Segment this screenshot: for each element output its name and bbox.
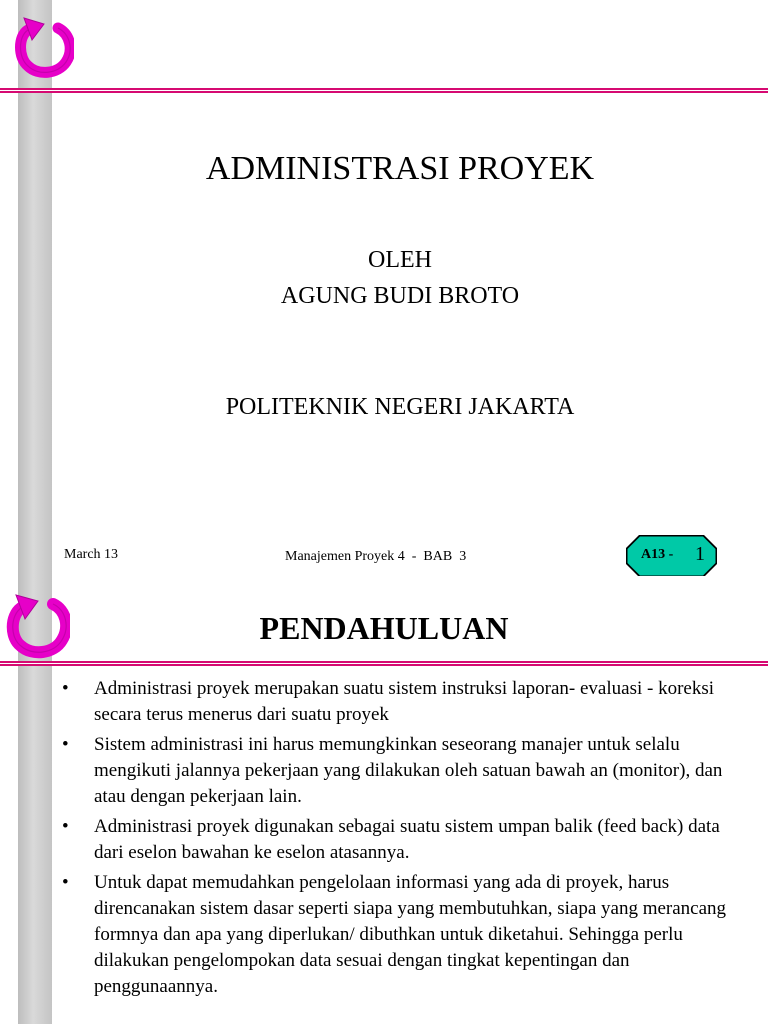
list-item [62,814,742,866]
bullet-marker: • [62,734,69,755]
list-item [62,732,742,810]
header-rule [0,661,768,666]
slide-title-text: ADMINISTRASI PROYEK [205,150,595,187]
bullet-marker: • [62,678,69,699]
badge-code: A13 - [641,547,674,562]
author-name: AGUNG BUDI BROTO [280,283,520,309]
badge-number: 1 [695,543,705,565]
circular-arrow-logo-icon [14,14,74,80]
bullet-text: Administrasi proyek merupakan suatu sistem instruksi laporan- evaluasi - koreksi secara terus menerus dari suatu proyek [94,678,715,725]
slide-introduction [0,576,768,1024]
list-item [62,676,742,728]
header-rule [0,88,768,93]
bullet-text: Administrasi proyek digunakan sebagai suatu sistem umpan balik (feed back) data dari eselon bawahan ke eselon atasannya. [94,816,720,863]
slide-number-badge [626,535,717,576]
slide-heading: PENDAHULUAN [259,610,509,646]
list-item [62,870,742,1000]
bullet-marker: • [62,816,69,837]
footer-course: Manajemen Proyek 4 - BAB 3 [285,549,467,564]
footer-date: March 13 [64,547,119,562]
author-label: OLEH [368,247,432,273]
institution-name: POLITEKNIK NEGERI JAKARTA [225,394,575,420]
bullet-text: Sistem administrasi ini harus memungkinkan seseorang manajer untuk selalu mengikuti jalannya pekerjaan yang dilakukan oleh satuan bawah an (monitor), dan atau dengan pekerjaan lain. [94,734,723,807]
bullet-list [62,676,742,1004]
bullet-text: Untuk dapat memudahkan pengelolaan informasi yang ada di proyek, harus direncanakan sistem dasar seperti siapa yang membutuhkan, siapa yang merancang formnya dan apa yang diperlukan/ dibuthkan untuk diketahui. Sehingga perlu dilakukan pengelompokan data sesuai dengan tingkat kepentingan dan penggunaannya. [94,872,727,997]
bullet-marker: • [62,872,69,893]
